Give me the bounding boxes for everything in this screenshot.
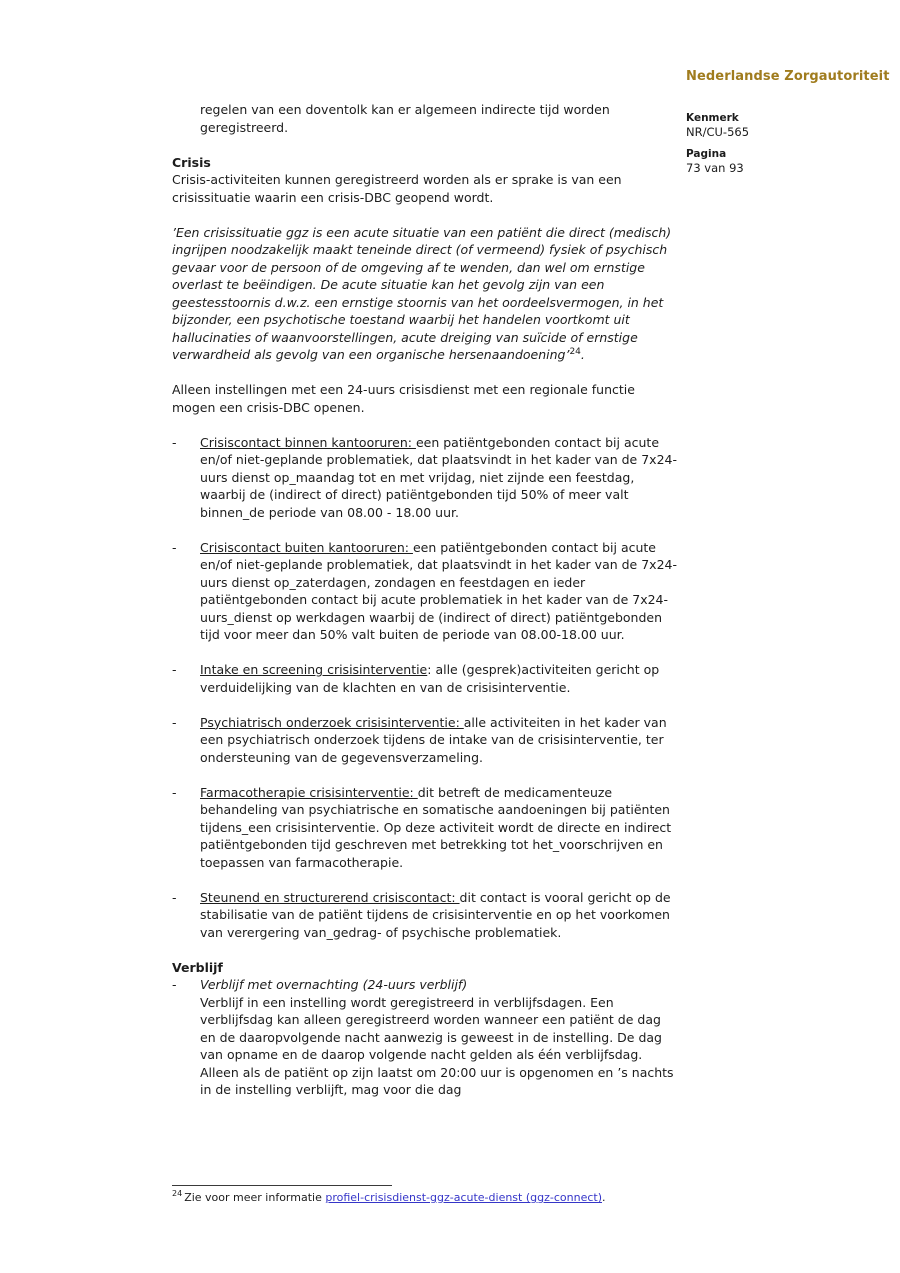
text-segment: Verblijf in een instelling wordt geregistreerd in verblijfsdagen. Een verblijfsdag kan alleen geregistreerd worden wanneer een patiënt de dag en de daaropvolgende nacht aanwezig is geweest in de instelling. De dag van opname en de daarop volgende nacht gelden als één verblijfsdag. Alleen als de patiënt op zijn laatst om 20:00 uur is opgenomen en ’s nachts in de instelling verblijft, mag voor die dag: [200, 994, 674, 1097]
text-segment: 24: [569, 346, 581, 357]
text-segment: Verblijf met overnachting (24-uurs verblijf): [200, 977, 468, 992]
bullet-text: [200, 714, 679, 767]
footnote: [172, 1191, 692, 1205]
text-segment: dit betreft de medicamenteuze behandeling van psychiatrische en somatische aandoeningen bij patiënten tijdens_een crisisinterventie. Op deze activiteit wordt de directe en indirect patiëntgebonden tijd geschreven met betrekking tot het_voorschrijven en toepassen van farmacotherapie.: [200, 784, 672, 870]
footnote-marker: 24: [172, 1189, 183, 1199]
bullet-item: [172, 976, 679, 1099]
bullet-text: [200, 976, 679, 1099]
bullet-dash: -: [172, 662, 177, 677]
text-segment: Farmacotherapie crisisinterventie:: [200, 784, 418, 800]
text-segment: Crisiscontact binnen kantooruren:: [200, 434, 416, 450]
bullet-dash: -: [172, 434, 177, 450]
paragraph: [172, 381, 679, 416]
text-segment: : alle (gesprek)activiteiten gericht op verduidelijking van de klachten en van de crisisinterventie.: [200, 662, 660, 695]
text-segment: ’Een crisissituatie ggz is een acute situatie van een patiënt die direct (medisch) ingrijpen noodzakelijk maakt teneinde direct (of vermeend) fysiek of psychisch gevaar voor de persoon of de omgeving af te wenden, dan wel om ernstige overlast te beëindigen. De acute situatie kan het gevolg zijn van een geestesstoornis d.w.z. een ernstige stoornis van het oordeelsvermogen, in het bijzonder, een psychotische toestand waarbij het handelen voortkomt uit hallucinaties of waanvoorstellingen, acute dreiging van suïcide of ernstige verwardheid als gevolg van een organische hersenaandoening’: [172, 224, 672, 362]
text-segment: alle activiteiten in het kader van een psychiatrisch onderzoek tijdens de intake van de crisisinterventie, ter ondersteuning van de gegevensverzameling.: [200, 714, 667, 765]
text-segment: regelen van een doventolk kan er algemeen indirecte tijd worden geregistreerd.: [200, 102, 610, 135]
kenmerk-label: Kenmerk: [686, 112, 739, 124]
text-segment: .: [580, 347, 585, 362]
bullet-text: [200, 889, 679, 942]
paragraph: [172, 171, 679, 206]
text-segment: Intake en screening crisisinterventie: [200, 662, 428, 677]
bullet-item: [172, 714, 679, 767]
bullet-text: [200, 539, 679, 644]
bullet-text: [200, 434, 679, 522]
bullet-text: [200, 784, 679, 872]
bullet-dash: -: [172, 977, 177, 992]
bullet-item: [172, 784, 679, 872]
bullet-dash: -: [172, 889, 177, 905]
text-segment: Crisis: [172, 154, 211, 170]
text-segment: Psychiatrisch onderzoek crisisinterventie:: [200, 714, 464, 730]
bullet-dash: -: [172, 539, 177, 555]
text-segment: Steunend en structurerend crisiscontact:: [200, 889, 460, 905]
text-segment: dit contact is vooral gericht op de stabilisatie van de patiënt tijdens de crisisinterventie en op het voorkomen van verergering van_gedrag- of psychische problematiek.: [200, 889, 671, 940]
document-meta: [686, 112, 749, 184]
text-segment: Alleen instellingen met een 24-uurs crisisdienst met een regionale functie mogen een crisis-DBC openen.: [172, 382, 635, 415]
paragraph: [172, 101, 679, 136]
text-segment: Crisis-activiteiten kunnen geregistreerd worden als er sprake is van een crisissituatie waarin een crisis-DBC geopend wordt.: [172, 172, 622, 205]
kenmerk-value: NR/CU-565: [686, 125, 750, 139]
bullet-item: [172, 889, 679, 942]
text-segment: een patiëntgebonden contact bij acute en/of niet-geplande problematiek, dat plaatsvindt in het kader van de 7x24-uurs dienst op_maandag tot en met vrijdag, niet zijnde een feestdag, waarbij de (indirect of direct) patiëntgebonden tijd 50% of meer valt binnen_de periode van 08.00 - 18.00 uur.: [200, 434, 677, 520]
document-body: [172, 101, 679, 1116]
pagina-value: 73 van 93: [686, 161, 744, 175]
text-segment: Crisiscontact buiten kantooruren:: [200, 539, 413, 555]
bullet-item: [172, 661, 679, 696]
section-heading: [172, 154, 679, 172]
footnote-area: [172, 1185, 692, 1205]
section-heading: [172, 959, 679, 977]
footnote-link[interactable]: profiel-crisisdienst-ggz-acute-dienst (ggz-connect): [325, 1191, 602, 1204]
pagina-label: Pagina: [686, 148, 727, 160]
nza-logo: Nederlandse Zorgautoriteit: [686, 69, 890, 84]
bullet-item: [172, 434, 679, 522]
footnote-text: Zie voor meer informatie: [184, 1191, 326, 1204]
bullet-text: [200, 661, 679, 696]
bullet-dash: -: [172, 784, 177, 800]
bullet-item: [172, 539, 679, 644]
bullet-dash: -: [172, 714, 177, 730]
text-segment: een patiëntgebonden contact bij acute en/of niet-geplande problematiek, dat plaatsvindt in het kader van de 7x24-uurs dienst op_zaterdagen, zondagen en feestdagen en ieder patiëntgebonden contact bij acute problematiek in het kader van de 7x24-uurs_dienst op werkdagen waarbij de (indirect of direct) patiëntgebonden tijd voor meer dan 50% valt buiten de periode van 08.00-18.00 uur.: [200, 539, 677, 642]
paragraph: [172, 224, 679, 364]
footnote-separator: [172, 1185, 392, 1186]
footnote-text-end: .: [602, 1191, 606, 1204]
text-segment: Verblijf: [172, 959, 223, 975]
